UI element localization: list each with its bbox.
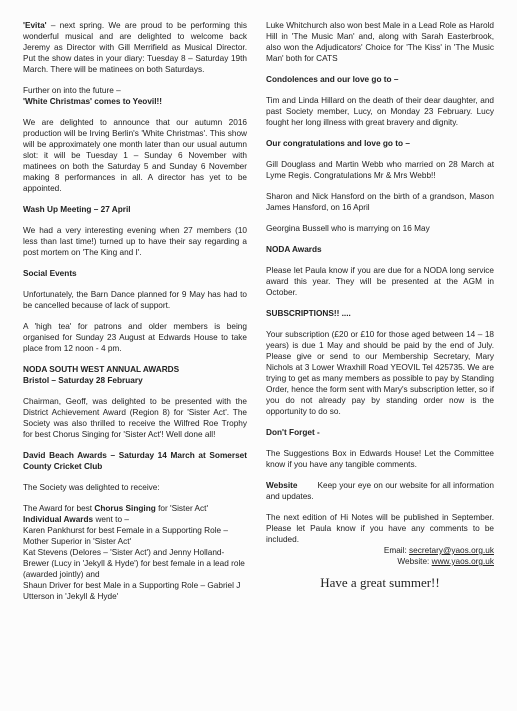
- closing-message: Have a great summer!!: [320, 575, 440, 590]
- noda-sw-title: NODA SOUTH WEST ANNUAL AWARDS: [23, 365, 180, 374]
- award-individual: [23, 514, 247, 525]
- beach-awards-intro: The Society was delighted to receive:: [23, 483, 160, 492]
- subscriptions-text: Your subscription (£20 or £10 for those aged between 14 – 18 years) is due 1 May and should be paid by the end of July. Please give or send to our Membership Secretary, Mary Nichols at 3 Lower Wraxhill Road YEOVIL Tel 425735. We are trying to get as many members as possible to pay by Standing Order, hence the form sent with Mary's subscription letter, so if you do not already pay by standing order now is the opportunity to do so.: [266, 330, 494, 416]
- congrats-marrying: Georgina Bussell who is marrying on 16 May: [266, 224, 430, 233]
- social-title: Social Events: [23, 269, 77, 278]
- award-individual-post: went to –: [93, 515, 129, 524]
- award-chorus-pre: The Award for best: [23, 504, 95, 513]
- email-label: Email:: [383, 546, 410, 555]
- dont-forget-title: Don't Forget -: [266, 428, 320, 437]
- evita-title: 'Evita': [23, 21, 47, 30]
- evita-paragraph: [23, 20, 247, 75]
- left-column: [23, 20, 247, 602]
- condolences-title: Condolences and our love go to –: [266, 75, 399, 84]
- website-title: Website: [266, 481, 298, 490]
- luke-text: Luke Whitchurch also won best Male in a Lead Role as Harold Hill in 'The Music Man' and, along with Sarah Easterbrook, also won the Adjudicators' Choice for 'The Kiss' in 'The Music Man' both for CATS: [266, 21, 494, 63]
- washup-text: We had a very interesting evening when 27 members (10 less than last time!) turned up to have their say regarding a post mortem on 'The King and I'.: [23, 226, 247, 257]
- washup-title: Wash Up Meeting – 27 April: [23, 205, 131, 214]
- noda-text: Please let Paula know if you are due for a NODA long service award this year. They will be presented at the AGM in October.: [266, 266, 494, 297]
- noda-title: NODA Awards: [266, 245, 322, 254]
- social-text-high-tea: A 'high tea' for patrons and older members is being organised for Sunday 23 August at Edwards House to take place from 12 noon - 4 pm.: [23, 322, 247, 353]
- email-line: [266, 545, 494, 556]
- award-item: Kat Stevens (Delores – 'Sister Act') and Jenny Holland-Brewer (Lucy in 'Jekyll & Hyde') for best female in a lead role (awarded jointly) and: [23, 548, 245, 579]
- white-christmas-title: 'White Christmas' comes to Yeovil!!: [23, 97, 163, 106]
- future-line: Further on into the future –: [23, 86, 121, 95]
- awards-list: [23, 503, 247, 602]
- white-christmas-heading: [23, 85, 247, 107]
- contact-block: [266, 545, 494, 567]
- website-paragraph: [266, 480, 494, 502]
- dont-forget-text: The Suggestions Box in Edwards House! Let the Committee know if you have any tangible comments.: [266, 449, 494, 469]
- congrats-grandson: Sharon and Nick Hansford on the birth of a grandson, Mason James Hansford, on 16 April: [266, 192, 494, 212]
- award-chorus-post: for 'Sister Act': [155, 504, 209, 513]
- website-text: Keep your eye on our website for all information and updates.: [266, 481, 494, 501]
- award-item: Shaun Driver for best Male in a Supporting Role – Gabriel J Utterson in 'Jekyll & Hyde': [23, 581, 241, 601]
- award-chorus-bold: Chorus Singing: [94, 504, 156, 513]
- subscriptions-title: SUBSCRIPTIONS!! ....: [266, 309, 351, 318]
- web-line: [266, 556, 494, 567]
- congrats-wedding: Gill Douglass and Martin Webb who married on 28 March at Lyme Regis. Congratulations Mr & Mrs Webb!!: [266, 160, 494, 180]
- noda-sw-text: Chairman, Geoff, was delighted to be presented with the District Achievement Award (Region 8) for 'Sister Act'. The Society was also thrilled to receive the Wilfred Roe Trophy for best Chorus Singing for 'Sister Act'! Well done all!: [23, 397, 247, 439]
- award-individual-bold: Individual Awards: [23, 515, 94, 524]
- award-item: Karen Pankhurst for best Female in a Supporting Role – Mother Superior in 'Sister Act': [23, 526, 228, 546]
- white-christmas-text: We are delighted to announce that our autumn 2016 production will be Irving Berlin's 'White Christmas'. This show will be approximately one month later than our usual autumn slot: it will be Tuesday 1 – Sunday 6 November with matinees on both the Saturday 5 and Sunday 6 November making 8 performances in all. A director has yet to be appointed.: [23, 118, 247, 193]
- right-column: [266, 20, 494, 588]
- noda-sw-heading: [23, 364, 247, 386]
- condolences-text: Tim and Linda Hillard on the death of their dear daughter, and past Society member, Lucy, on Monday 23 February. Lucy fought her long illness with great bravery and dignity.: [266, 96, 494, 127]
- website-link[interactable]: www.yaos.org.uk: [431, 557, 494, 566]
- evita-text: – next spring. We are proud to be performing this wonderful musical and are delighted to welcome back Jeremy as Director with Gill Merrifield as Musical Director. Put the show dates in your diary: Tuesday 8 – Saturday 19th March. There will be matinees on both Saturdays.: [23, 21, 247, 74]
- beach-awards-title: David Beach Awards – Saturday 14 March at Somerset County Cricket Club: [23, 451, 247, 471]
- congrats-title: Our congratulations and love go to –: [266, 139, 410, 148]
- email-link[interactable]: secretary@yaos.org.uk: [409, 546, 494, 555]
- web-label: Website:: [397, 557, 432, 566]
- next-edition-text: The next edition of Hi Notes will be published in September. Please let Paula know if you have any comments to be included.: [266, 513, 494, 544]
- noda-sw-subtitle: Bristol – Saturday 28 February: [23, 376, 143, 385]
- social-text-barn-dance: Unfortunately, the Barn Dance planned for 9 May has had to be cancelled because of lack of support.: [23, 290, 247, 310]
- award-chorus: [23, 503, 247, 514]
